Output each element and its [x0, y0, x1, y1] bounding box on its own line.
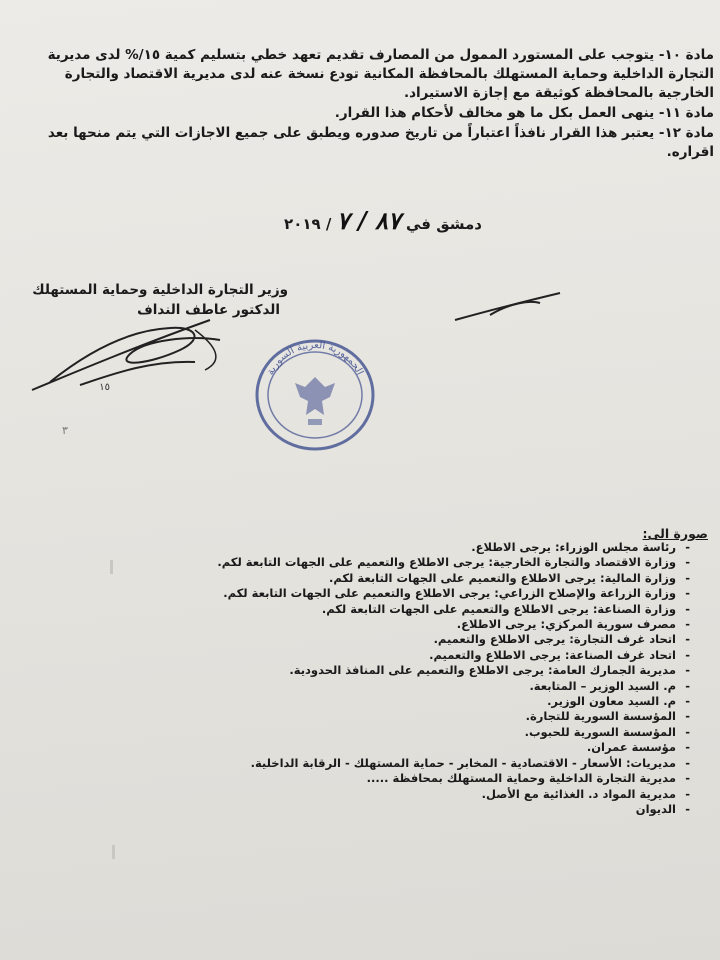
article-label: مادة ١٠-: [658, 47, 714, 63]
seal-text: الجمهورية العربية السورية: [264, 339, 366, 378]
list-item: - مديرية التجارة الداخلية وحماية المستهلك بمحافظة .....: [130, 771, 690, 786]
articles-section: [24, 46, 714, 163]
article-11: [24, 104, 714, 123]
article-10: [24, 46, 714, 103]
signature-icon: [20, 290, 240, 410]
list-item: - الديوان: [130, 802, 690, 817]
minister-title: وزير التجارة الداخلية وحماية المستهلك: [32, 282, 288, 298]
initials-signature-icon: [450, 285, 570, 330]
article-text: يتوجب على المستورد الممول من المصارف تقديم تعهد خطي بتسليم كمية ١٥/% لدى مديرية التجارة الداخلية وحماية المستهلك بالمحافظة المكانية تودع نسخة عنه لدى مديرية الاقتصاد والتجارة الخارجية بالمحافظة كوثيقة مع إجازة الاستيراد.: [47, 47, 714, 101]
list-item: - اتحاد غرف التجارة: يرجى الاطلاع والتعميم.: [130, 632, 690, 647]
date-year: / ٢٠١٩: [284, 215, 332, 233]
stray-mark: [110, 560, 113, 574]
list-item: - اتحاد غرف الصناعة: يرجى الاطلاع والتعميم.: [130, 648, 690, 663]
official-seal-icon: [250, 335, 380, 455]
list-item: - وزارة الزراعة والإصلاح الزراعي: يرجى الاطلاع والتعميم على الجهات التابعة لكم.: [130, 586, 690, 601]
list-item: - مديرية الجمارك العامة: يرجى الاطلاع والتعميم على المنافذ الحدودية.: [130, 663, 690, 678]
minister-name: الدكتور عاطف النداف: [137, 302, 280, 318]
cc-title: صورة الى:: [642, 526, 708, 541]
date-handwritten: ٨٧ / ٧: [336, 206, 401, 235]
list-item: - مديريات: الأسعار - الاقتصادية - المخابر - حماية المستهلك - الرقابة الداخلية.: [130, 756, 690, 771]
cc-list: [130, 540, 690, 817]
date-prefix: دمشق في: [406, 215, 482, 233]
list-item: - وزارة الاقتصاد والتجارة الخارجية: يرجى الاطلاع والتعميم على الجهات التابعة لكم.: [130, 555, 690, 570]
list-item: - مؤسسة عمران.: [130, 740, 690, 755]
list-item: - وزارة الصناعة: يرجى الاطلاع والتعميم على الجهات التابعة لكم.: [130, 602, 690, 617]
list-item: - وزارة المالية: يرجى الاطلاع والتعميم على الجهات التابعة لكم.: [130, 571, 690, 586]
article-12: [24, 124, 714, 162]
date-line: [284, 206, 482, 235]
list-item: - مصرف سورية المركزي: يرجى الاطلاع.: [130, 617, 690, 632]
article-text: يعتبر هذا القرار نافذاً اعتباراً من تاريخ صدوره ويطبق على جميع الاجازات التي يتم منحها بعد اقراره.: [47, 125, 714, 160]
list-item: - م. السيد الوزير – المتابعة.: [130, 679, 690, 694]
margin-mark: ١٥: [99, 382, 110, 393]
list-item: - المؤسسة السورية للتجارة.: [130, 709, 690, 724]
list-item: - م. السيد معاون الوزير.: [130, 694, 690, 709]
stray-mark: [112, 845, 115, 859]
article-text: ينهى العمل بكل ما هو مخالف لأحكام هذا القرار.: [334, 105, 655, 121]
list-item: - المؤسسة السورية للحبوب.: [130, 725, 690, 740]
svg-text:الجمهورية العربية السورية: [265, 340, 365, 377]
list-item: - رئاسة مجلس الوزراء: يرجى الاطلاع.: [130, 540, 690, 555]
article-label: مادة ١٢-: [658, 125, 714, 141]
article-label: مادة ١١-: [658, 105, 714, 121]
list-item: - مديرية المواد د. الغذائية مع الأصل.: [130, 787, 690, 802]
margin-mark: ٣: [62, 424, 68, 437]
